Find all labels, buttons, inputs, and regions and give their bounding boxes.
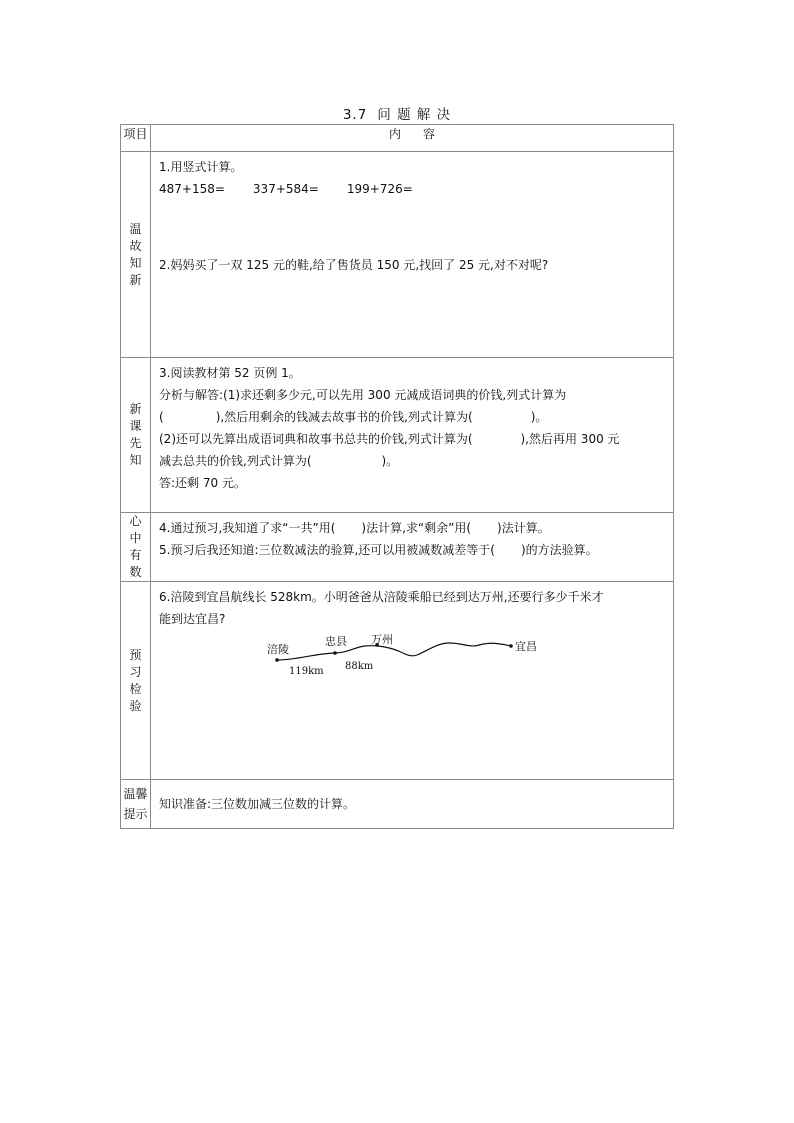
answer-line: 答:还剩 70 元。 (159, 476, 246, 490)
city-dot (333, 651, 337, 655)
mind-label-text: 心中有数 (129, 514, 142, 579)
header-row (121, 125, 674, 152)
preview-label (121, 358, 151, 513)
river-route-map (267, 634, 557, 682)
tip-text: 知识准备:三位数加减三位数的计算。 (159, 797, 356, 811)
preview-content (151, 358, 674, 513)
review-label-text: 温故知新 (129, 221, 142, 287)
city-dot (275, 658, 279, 662)
header-content: 内容 (151, 125, 674, 152)
city-label-fuling: 涪陵 (267, 643, 289, 656)
mind-row (121, 513, 674, 582)
expression: 487+158= (159, 182, 225, 196)
tip-label (121, 780, 151, 829)
page-title (0, 103, 794, 123)
city-label-wanzhou: 万州 (371, 634, 393, 646)
question-6-line-1: 6.涪陵到宜昌航线长 528km。小明爸爸从涪陵乘船已经到达万州,还要行多少千米才 (159, 590, 604, 604)
mind-label (121, 513, 151, 582)
header-item: 项目 (121, 125, 151, 152)
distance-label: 88km (345, 661, 374, 672)
analysis-line-3: (2)还可以先算出成语词典和故事书总共的价钱,列式计算为( ),然后再用 300 元 (159, 432, 620, 446)
expression: 337+584= (252, 182, 319, 196)
expression-list (159, 178, 665, 200)
review-row (121, 152, 674, 358)
question-2: 2.妈妈买了一双 125 元的鞋,给了售货员 150 元,找回了 25 元,对不对呢? (159, 258, 549, 272)
analysis-line-1: 分析与解答:(1)求还剩多少元,可以先用 300 元减成语词典的价钱,列式计算为 (159, 388, 567, 402)
review-label (121, 152, 151, 358)
check-label-text: 预习检验 (129, 647, 142, 713)
question-4: 4.通过预习,我知道了求“一共”用( )法计算,求“剩余”用( )法计算。 (159, 521, 550, 535)
question-5: 5.预习后我还知道:三位数减法的验算,还可以用被减数减差等于( )的方法验算。 (159, 543, 598, 557)
mind-content (151, 513, 674, 582)
question-1: 1.用竖式计算。 (159, 160, 243, 174)
preview-label-text: 新课先知 (129, 402, 142, 467)
section-title: 问 题 解 决 (377, 107, 452, 123)
analysis-line-2: ( ),然后用剩余的钱减去故事书的价钱,列式计算为( )。 (159, 410, 548, 424)
city-label-yichang: 宜昌 (515, 640, 537, 653)
check-label (121, 582, 151, 780)
section-number: 3.7 (342, 107, 368, 123)
tip-row (121, 780, 674, 829)
tip-label-text: 温馨提示 (123, 787, 148, 821)
analysis-line-4: 减去总共的价钱,列式计算为( )。 (159, 454, 399, 468)
preview-row (121, 358, 674, 513)
expression: 199+726= (346, 182, 413, 196)
reading-task: 3.阅读教材第 52 页例 1。 (159, 366, 301, 380)
worksheet-table (120, 124, 674, 829)
check-content (151, 582, 674, 780)
check-row (121, 582, 674, 780)
river-line (277, 643, 511, 660)
tip-content (151, 780, 674, 829)
city-label-zhongxian: 忠县 (325, 635, 347, 648)
city-dot (509, 644, 513, 648)
question-6-line-2: 能到达宜昌? (159, 612, 226, 626)
review-content (151, 152, 674, 358)
distance-label: 119km (289, 666, 324, 677)
